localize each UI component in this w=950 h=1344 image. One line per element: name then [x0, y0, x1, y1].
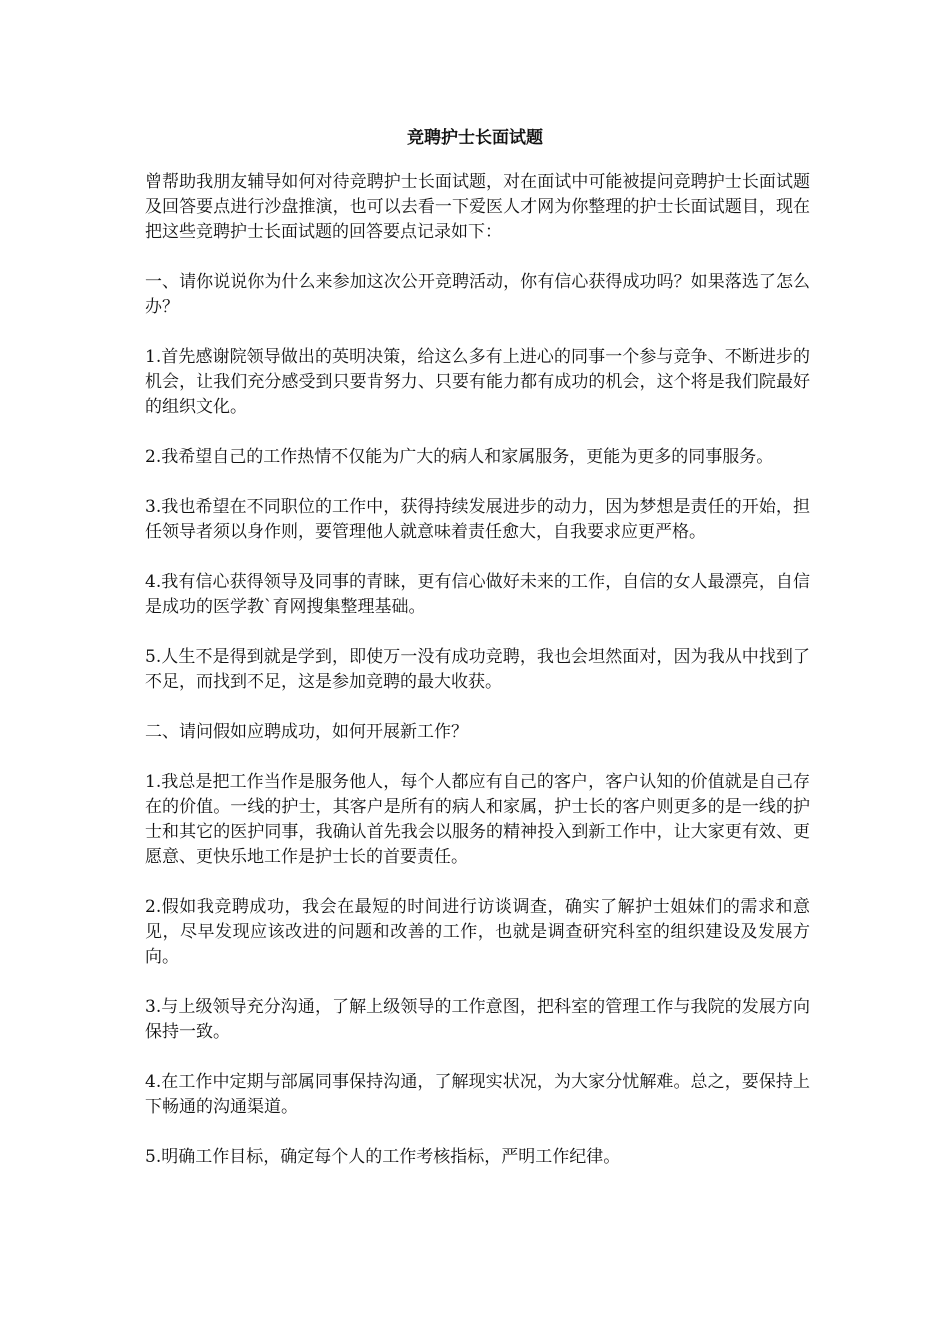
answer-one-point-1: 1.首先感谢院领导做出的英明决策，给这么多有上进心的同事一个参与竞争、不断进步的机会，让我们充分感受到只要肯努力、只要有能力都有成功的机会，这个将是我们院最好的组织文化。 — [145, 347, 810, 417]
answer-two-point-3: 3.与上级领导充分沟通，了解上级领导的工作意图，把科室的管理工作与我院的发展方向保持一致。 — [145, 997, 810, 1042]
answer-two-point-5: 5.明确工作目标，确定每个人的工作考核指标，严明工作纪律。 — [145, 1147, 621, 1167]
answer-two-point-2: 2.假如我竞聘成功，我会在最短的时间进行访谈调查，确实了解护士姐妹们的需求和意见，尽早发现应该改进的问题和改善的工作，也就是调查研究科室的组织建设及发展方向。 — [145, 897, 810, 967]
answer-one-point-5: 5.人生不是得到就是学到，即使万一没有成功竞聘，我也会坦然面对，因为我从中找到了不足，而找到不足，这是参加竞聘的最大收获。 — [145, 647, 810, 692]
answer-one-point-4: 4.我有信心获得领导及同事的青睐，更有信心做好未来的工作，自信的女人最漂亮，自信是成功的医学教`育网搜集整理基础。 — [145, 572, 810, 617]
question-two-heading: 二、请问假如应聘成功，如何开展新工作？ — [145, 722, 468, 742]
answer-one-point-2: 2.我希望自己的工作热情不仅能为广大的病人和家属服务，更能为更多的同事服务。 — [145, 447, 774, 467]
intro-paragraph: 曾帮助我朋友辅导如何对待竞聘护士长面试题，对在面试中可能被提问竞聘护士长面试题及回答要点进行沙盘推演，也可以去看一下爱医人才网为你整理的护士长面试题目，现在把这些竞聘护士长面试题的回答要点记录如下： — [145, 172, 810, 242]
document-title: 竞聘护士长面试题 — [407, 128, 543, 148]
document-body — [145, 170, 810, 1195]
answer-two-point-1: 1.我总是把工作当作是服务他人，每个人都应有自己的客户，客户认知的价值就是自己存在的价值。一线的护士，其客户是所有的病人和家属，护士长的客户则更多的是一线的护士和其它的医护同事，我确认首先我会以服务的精神投入到新工作中，让大家更有效、更愿意、更快乐地工作是护士长的首要责任。 — [145, 772, 810, 867]
question-one-heading: 一、请你说说你为什么来参加这次公开竞聘活动，你有信心获得成功吗？如果落选了怎么办？ — [145, 272, 810, 317]
answer-one-point-3: 3.我也希望在不同职位的工作中，获得持续发展进步的动力，因为梦想是责任的开始，担任领导者须以身作则，要管理他人就意味着责任愈大，自我要求应更严格。 — [145, 497, 810, 542]
answer-two-point-4: 4.在工作中定期与部属同事保持沟通，了解现实状况，为大家分忧解难。总之，要保持上下畅通的沟通渠道。 — [145, 1072, 810, 1117]
